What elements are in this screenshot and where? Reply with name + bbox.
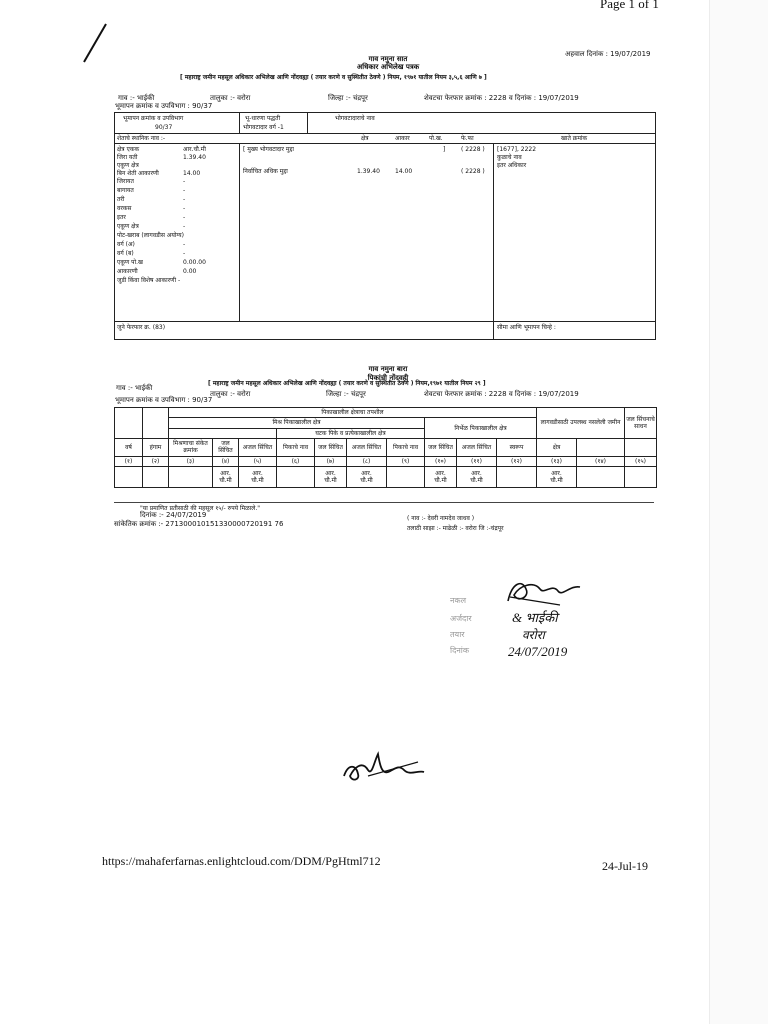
- footer-name: ( नाव :- देवरी नामदेव जाधव ): [407, 515, 475, 522]
- h-nature: स्वरूप: [497, 438, 537, 456]
- unit-cell: आर. चौ.मी: [213, 467, 239, 488]
- stamp-line: नकल: [450, 596, 467, 605]
- holder-row-2: [243, 168, 491, 176]
- h-crop-area: पिकाखालील क्षेत्राचा तपशील: [169, 408, 537, 418]
- col-number: (८): [347, 457, 387, 467]
- col-khata: खाते क्रमांक: [561, 135, 588, 142]
- holder-1-name: [ मुख्य भोगवटादार मुद्दा: [243, 146, 294, 153]
- hdr-holder: भोगवटादाराचे नाव: [335, 115, 375, 122]
- left-row: तरी -: [117, 196, 186, 203]
- left-row: बिन शेती आकारणी 14.00: [117, 170, 201, 177]
- form12-mutation-ref: शेवटचा फेरफार क्रमांक : 2228 व दिनांक : 19/07/2019: [424, 390, 579, 398]
- stamp-hand-value: & भाईकी: [512, 610, 558, 625]
- col-number: (२): [143, 457, 169, 467]
- left-row: वर्ग (अ) -: [117, 241, 186, 248]
- h-unirrigated-3: अजल सिंचित: [457, 438, 497, 456]
- col-number: (९): [387, 457, 425, 467]
- footer-divider: [114, 502, 654, 503]
- footer-note: "या प्रमाणित प्रतीसाठी की महसूल १५/- रुपये मिळाले.": [140, 505, 261, 512]
- holder-2-name: निर्वाचित अधिक मुद्दा: [243, 168, 288, 175]
- col-number: (१२): [497, 457, 537, 467]
- h-crop-name: पिकाचे नाव: [277, 438, 315, 456]
- stamp-line: दिनांक: [450, 646, 469, 655]
- left-row: इतर -: [117, 214, 186, 221]
- col-number: (६): [277, 457, 315, 467]
- col-number: (१): [115, 457, 143, 467]
- khata-line: कुळाचे नाव: [497, 154, 522, 161]
- h-unirrigated: अजल सिंचित: [239, 438, 277, 456]
- form7-taluka: तालुका :- वरोरा: [210, 94, 251, 102]
- col-number: (१४): [577, 457, 625, 467]
- h-mix-code: मिश्रणाचा संकेत क्रमांक: [169, 438, 213, 456]
- col-number: (३): [169, 457, 213, 467]
- stamp-line: तयार: [450, 630, 465, 639]
- left-row: एकूण पो.ख 0.00.00: [117, 259, 206, 266]
- col-assessment: आकार: [395, 135, 410, 142]
- left-row: जिरायत -: [117, 178, 186, 185]
- col-number: (१३): [537, 457, 577, 467]
- left-row: वर्ग (ब) -: [117, 250, 186, 257]
- form7-table: [114, 112, 656, 340]
- left-row: पोट-खराब (लागवडीस अयोग्य): [117, 232, 184, 239]
- form12-title1: गाव नमुना बारा: [368, 365, 408, 373]
- stamp-hand-value: वरोरा: [522, 628, 545, 642]
- stamp-hand-value: 24/07/2019: [508, 644, 568, 659]
- h-unirrigated-2: अजल सिंचित: [347, 438, 387, 456]
- left-row: एकूण क्षेत्र: [117, 162, 139, 169]
- holder-1-ferfar: ( 2228 ): [461, 146, 485, 153]
- unit-cell: आर. चौ.मी: [537, 467, 577, 488]
- hdr-survey-value: 90/37: [155, 124, 173, 131]
- handwritten-signature: [338, 740, 428, 790]
- pen-stroke-mark: [80, 22, 110, 66]
- col-area: क्षेत्र: [361, 135, 369, 142]
- h-year: वर्ष: [115, 438, 143, 456]
- form7-mutation-ref: शेवटचा फेरफार क्रमांक : 2228 व दिनांक : 19/07/2019: [424, 94, 579, 102]
- form12-village: गाव :- भाईकी: [116, 384, 153, 392]
- left-rows: [117, 146, 237, 286]
- form7-survey-no: भूमापन क्रमांक व उपविभाग : 90/37: [115, 102, 213, 110]
- col-number: (१०): [425, 457, 457, 467]
- footer-date: दिनांक :- 24/07/2019: [140, 511, 207, 519]
- col-number: (५): [239, 457, 277, 467]
- holder-2-ferfar: ( 2228 ): [461, 168, 485, 175]
- holder-2-area: 1.39.40: [357, 168, 380, 175]
- hdr-survey-label: भूमापन क्रमांक व उपविभाग: [123, 115, 184, 122]
- footer-office: तलाठी साझा :- माढेळी :- वरोरा जि :-चंद्रपूर: [407, 525, 504, 532]
- form7-report-date: अहवाल दिनांक : 19/07/2019: [565, 50, 651, 58]
- unit-cell: आर. चौ.मी: [347, 467, 387, 488]
- form12-title2: पिकांची नोंदवही: [367, 374, 409, 382]
- form7-village: गाव :- भाईकी: [118, 94, 155, 102]
- boundary-marks: सीमा आणि भूमापन चिन्हे :: [497, 324, 556, 331]
- left-row: एकूण क्षेत्र -: [117, 223, 186, 230]
- form12-rule-line: [ महाराष्ट्र जमीन महसूल अधिकार अभिलेख आणि नोंदवह्या ( तयार करणे व सुस्थितीत ठेवणे ) नियम,१९७१ यातील नियम २९ ]: [208, 380, 486, 387]
- h-unavailable: लागवडीसाठी उपलब्ध नसलेली जमीन: [537, 408, 625, 439]
- h-components: घटक पिके व प्रत्येकाखालील क्षेत्र: [277, 428, 425, 438]
- h-season: हंगाम: [143, 438, 169, 456]
- unit-cell: आर. चौ.मी: [315, 467, 347, 488]
- col-number: (१५): [625, 457, 657, 467]
- h-irrigation: जल सिंचनाचे साधन: [625, 408, 657, 439]
- holder-row-1: [243, 146, 491, 154]
- holder-2-assessment: 14.00: [395, 168, 413, 175]
- col-number: (७): [315, 457, 347, 467]
- hdr-tenure-value: भोगवटादार वर्ग -1: [243, 124, 284, 131]
- h-irrigated: जल सिंचित: [213, 438, 239, 456]
- left-row: जुडी किंवा विशेष आकारणी -: [117, 277, 181, 284]
- h-irrigated-2: जल सिंचित: [315, 438, 347, 456]
- unit-cell: आर. चौ.मी: [239, 467, 277, 488]
- left-row: जिरा यती 1.39.40: [117, 154, 206, 161]
- khata-block: [497, 146, 536, 170]
- footer-digital-no: सांकेतिक क्रमांक :- 271300010151330000720191 76: [114, 520, 284, 528]
- col-pk: पो.ख.: [429, 135, 443, 142]
- khata-line: इतर अधिकार: [497, 162, 527, 169]
- print-date: 24-Jul-19: [602, 859, 648, 873]
- form12-district: जिल्हा :- चंद्रपूर: [326, 390, 366, 398]
- h-mixed: मिश्र पिकाखालील क्षेत्र: [169, 418, 425, 428]
- h-pure: निर्भेळ पिकाखालील क्षेत्र: [425, 418, 537, 439]
- h-crop-name-2: पिकाचे नाव: [387, 438, 425, 456]
- old-ferfar: जुने फेरफार क्र. (83): [117, 324, 166, 331]
- unit-cell: आर. चौ.मी: [425, 467, 457, 488]
- stamp-line: अर्जदार: [450, 614, 472, 623]
- source-url: https://mahaferfarnas.enlightcloud.com/DDM/PgHtml712: [102, 854, 381, 868]
- crop-table: [114, 407, 657, 488]
- stamp-signature: [500, 575, 590, 609]
- left-row: वरकस -: [117, 205, 186, 212]
- h-area: क्षेत्र: [537, 438, 577, 456]
- form12-survey-no: भूमापन क्रमांक व उपविभाग : 90/37: [115, 396, 213, 404]
- page-number: Page 1 of 1: [600, 0, 659, 11]
- left-row: आकारणी 0.00: [117, 268, 197, 275]
- form7-title2: अधिकार अभिलेख पत्रक: [356, 63, 420, 71]
- unit-cell: आर. चौ.मी: [457, 467, 497, 488]
- left-row: क्षेत्र एकक आर.चौ.मी: [117, 146, 206, 153]
- hdr-tenure-label: भू-धारणा पद्धती: [245, 115, 281, 122]
- local-name-label: शेताचे स्थानिक नाव :-: [117, 135, 166, 142]
- form7-district: जिल्हा :- चंद्रपूर: [328, 94, 368, 102]
- h-irrigated-3: जल सिंचित: [425, 438, 457, 456]
- form7-rule-line: [ महाराष्ट्र जमीन महसूल अधिकार अभिलेख आणि नोंदवह्या ( तयार करणे व सुस्थितीत ठेवणे ) नियम, १९७१ यातील नियम ३,५,६ आणि ७ ]: [180, 74, 487, 81]
- form12-taluka: तालुका :- वरोरा: [210, 390, 251, 398]
- col-number: (११): [457, 457, 497, 467]
- khata-line: [1677], 2222: [497, 146, 537, 153]
- scan-edge-outer: [710, 0, 768, 1024]
- col-ferfar: फे.फा: [461, 135, 474, 142]
- form7-title1: गाव नमुना सात: [368, 55, 408, 63]
- col-number: (४): [213, 457, 239, 467]
- left-row: बागायत -: [117, 187, 186, 194]
- holder-1-bracket: ]: [443, 146, 446, 153]
